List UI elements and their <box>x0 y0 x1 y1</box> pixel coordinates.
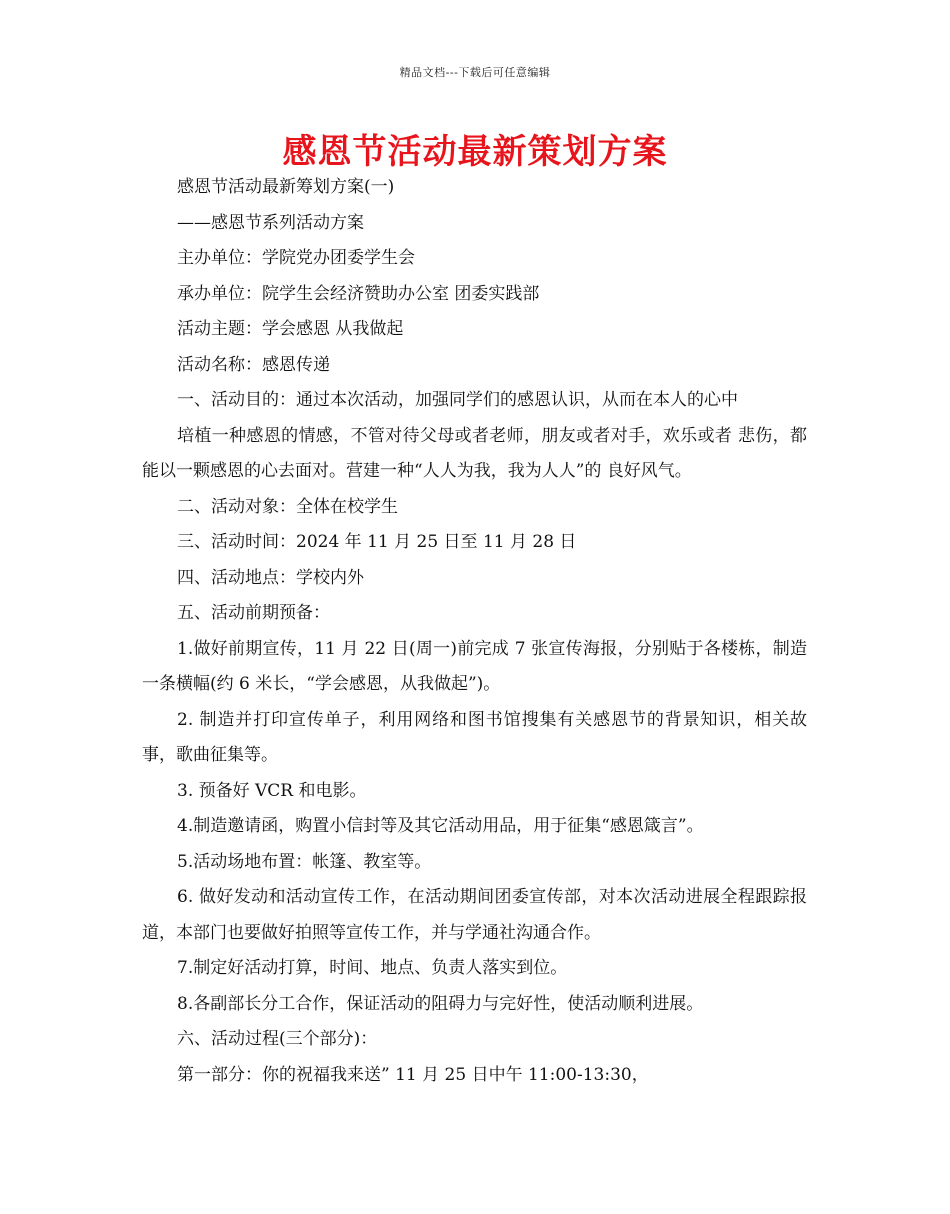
paragraph-activity-name: 活动名称：感恩传递 <box>177 354 330 375</box>
paragraph-process: 六、活动过程(三个部分)： <box>177 1029 378 1049</box>
paragraph-preparation: 五、活动前期预备： <box>177 603 330 623</box>
paragraph-purpose-detail: 培植一种感恩的情感，不管对待父母或者老师，朋友或者对手，欢乐或者 悲伤，都能以一颗感恩的心去面对。营建一种“人人为我，我为人人”的 良好风气。 <box>142 425 807 481</box>
paragraph-prep-item-2: 2. 制造并打印宣传单子，利用网络和图书馆搜集有关感恩节的背景知识，相关故事，歌曲征集等。 <box>142 709 807 765</box>
paragraph-prep-item-8: 8.各副部长分工合作，保证活动的阻碍力与完好性，使活动顺利进展。 <box>177 993 704 1014</box>
paragraph-plan-subtitle: 感恩节活动最新筹划方案(一) <box>177 177 395 197</box>
document-body <box>142 170 807 1093</box>
paragraph-part-one: 第一部分：你的祝福我来送” 11 月 25 日中午 11:00-13:30， <box>177 1064 649 1085</box>
paragraph-prep-item-6: 6. 做好发动和活动宣传工作，在活动期间团委宣传部，对本次活动进展全程跟踪报道，本部门也要做好拍照等宣传工作，并与学通社沟通合作。 <box>142 887 807 943</box>
paragraph-co-organizer: 承办单位：院学生会经济赞助办公室 团委实践部 <box>177 283 540 304</box>
header-note: 精品文档---下载后可任意编辑 <box>399 66 551 79</box>
paragraph-prep-item-5: 5.活动场地布置：帐篷、教室等。 <box>177 851 432 872</box>
paragraph-organizer: 主办单位：学院党办团委学生会 <box>177 248 415 268</box>
paragraph-time: 三、活动时间：2024 年 11 月 25 日至 11 月 28 日 <box>177 532 577 552</box>
paragraph-prep-item-4: 4.制造邀请函，购置小信封等及其它活动用品，用于征集“感恩箴言”。 <box>177 816 704 836</box>
paragraph-location: 四、活动地点：学校内外 <box>177 567 364 588</box>
paragraph-audience: 二、活动对象：全体在校学生 <box>177 496 398 517</box>
paragraph-prep-item-3: 3. 预备好 VCR 和电影。 <box>177 780 367 801</box>
paragraph-theme: 活动主题：学会感恩 从我做起 <box>177 319 404 339</box>
paragraph-prep-item-1: 1.做好前期宣传，11 月 22 日(周一)前完成 7 张宣传海报，分别贴于各楼栋，制造一条横幅(约 6 米长，“学会感恩，从我做起”)。 <box>142 638 807 694</box>
document-title: 感恩节活动最新策划方案 <box>282 132 668 172</box>
paragraph-series: ——感恩节系列活动方案 <box>177 212 364 233</box>
paragraph-purpose: 一、活动目的：通过本次活动，加强同学们的感恩认识，从而在本人的心中 <box>177 390 738 410</box>
paragraph-prep-item-7: 7.制定好活动打算，时间、地点、负责人落实到位。 <box>177 958 568 978</box>
